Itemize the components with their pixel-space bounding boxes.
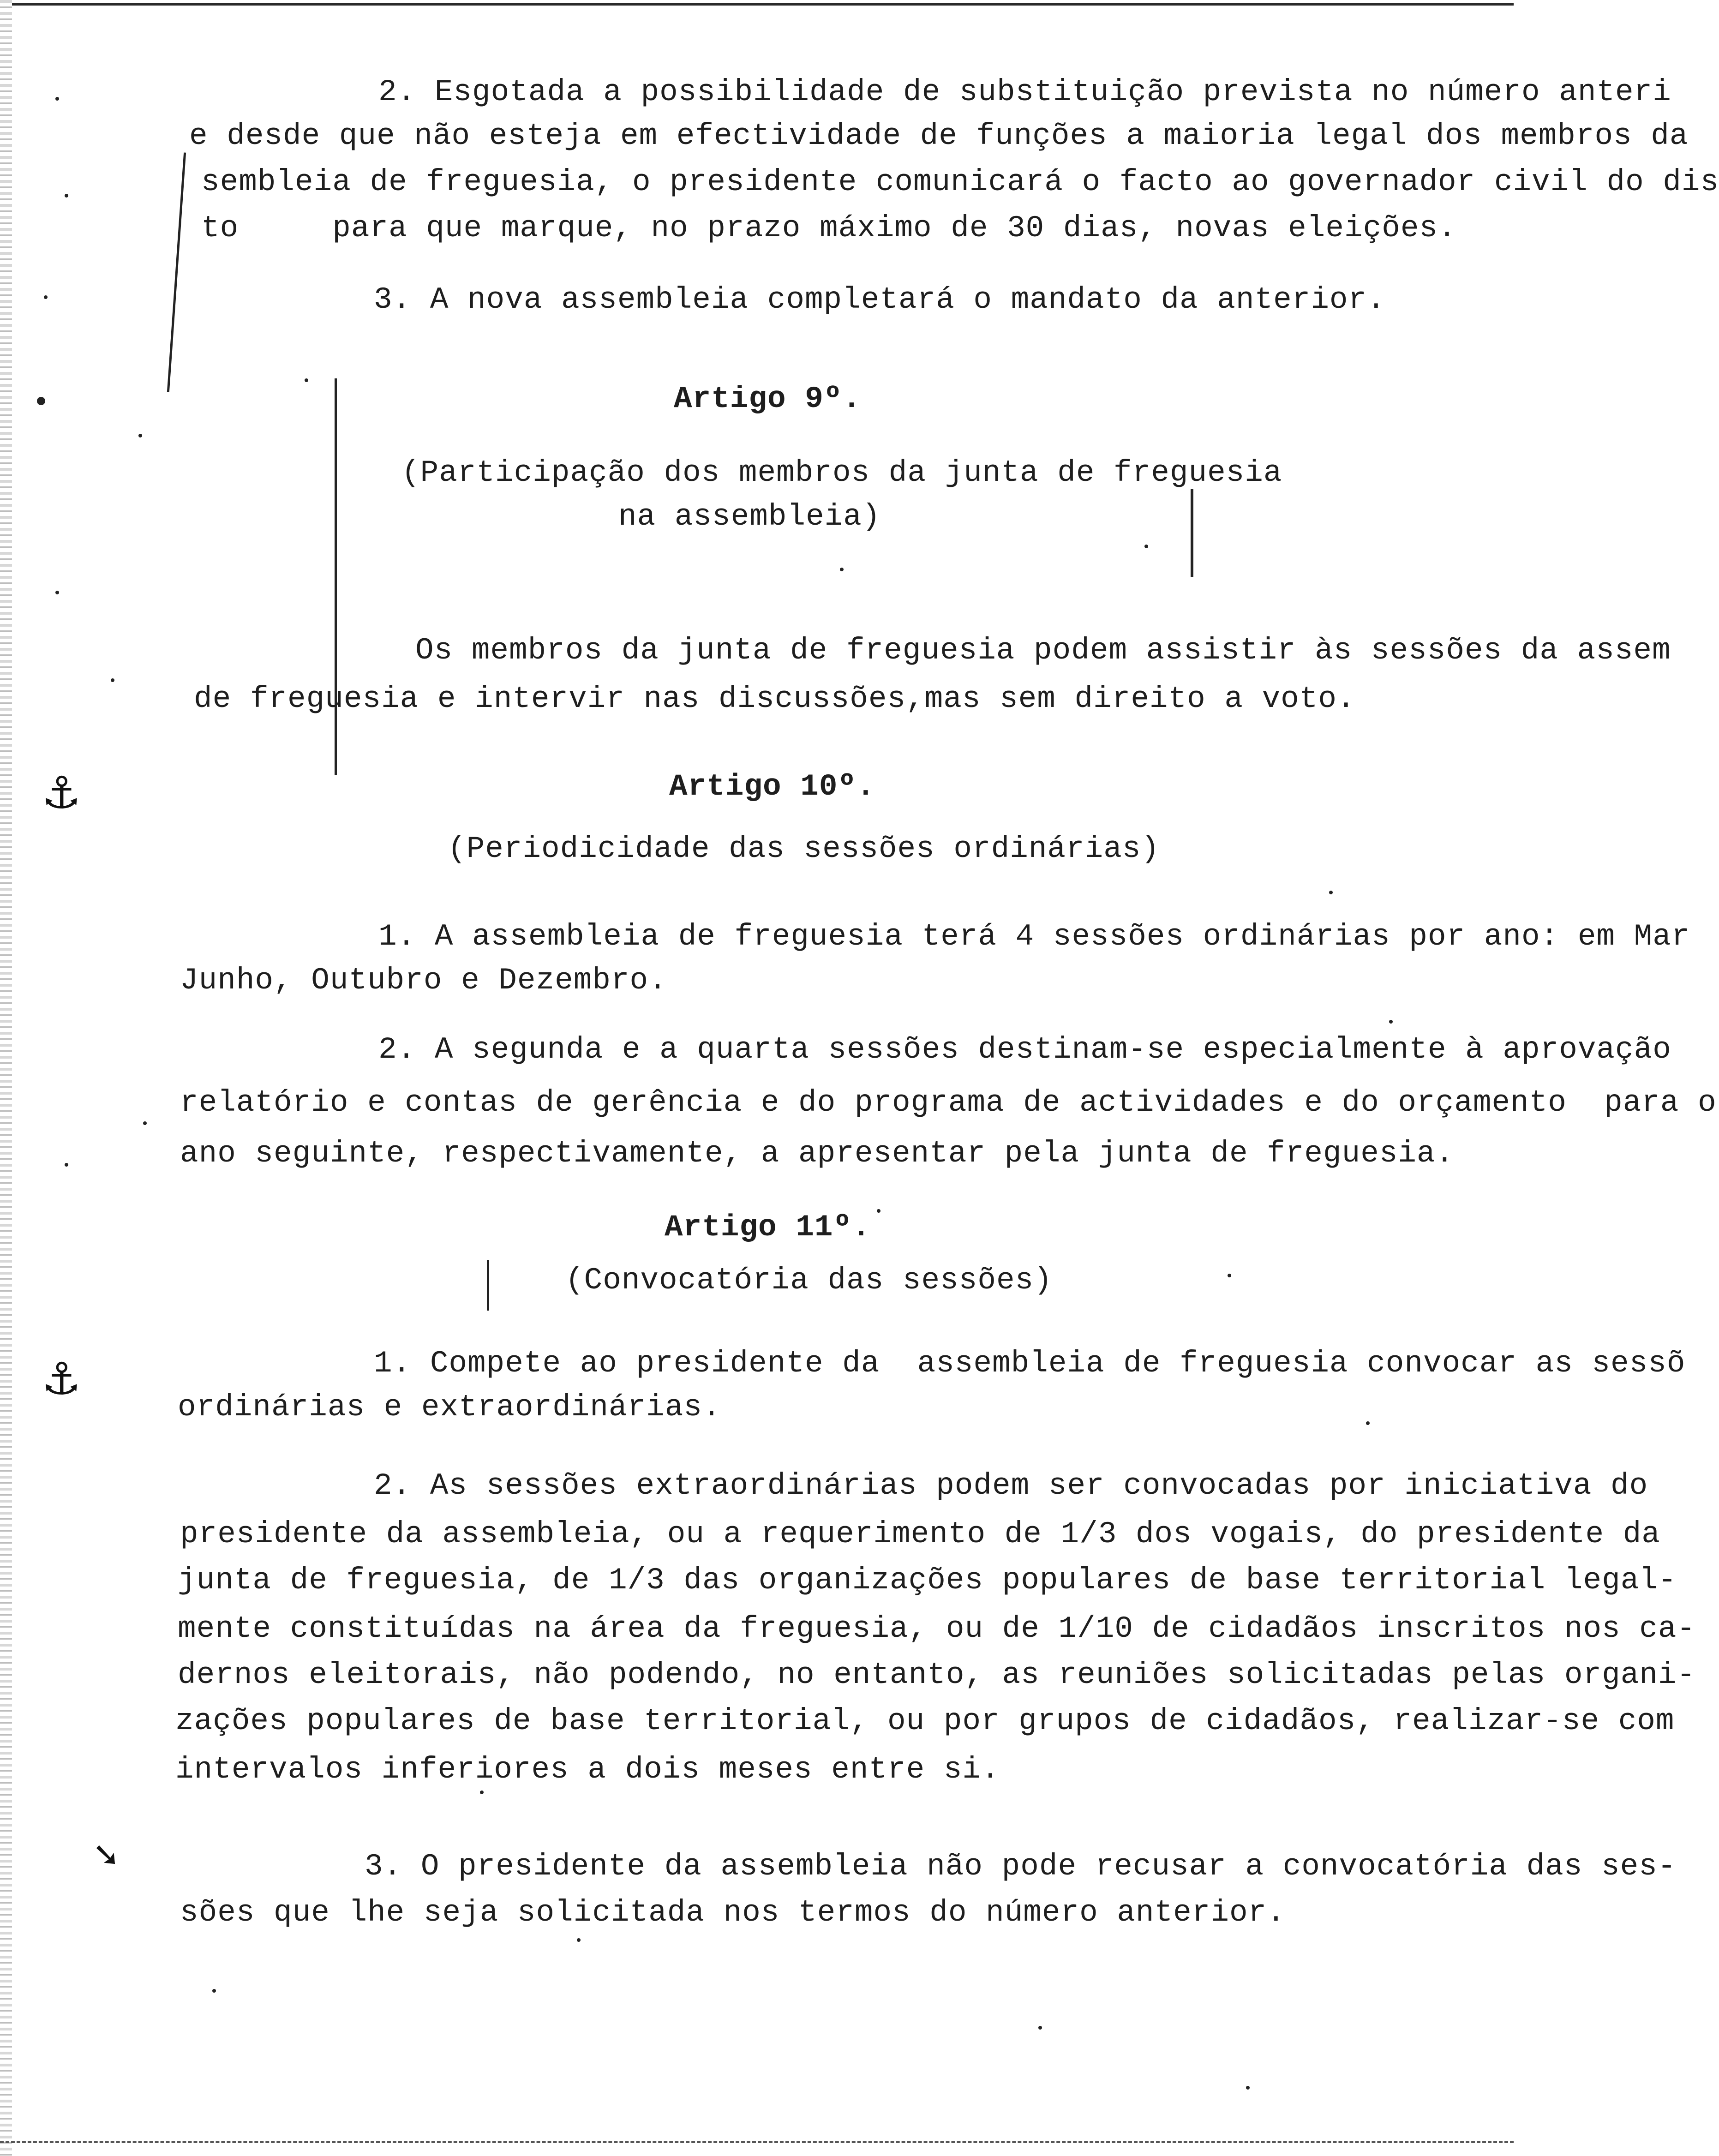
text-line: to para que marque, no prazo máximo de 30 dias, novas eleições. xyxy=(201,211,1457,246)
text-line: 2. As sessões extraordinárias podem ser convocadas por iniciativa do xyxy=(374,1468,1648,1503)
text-line: e desde que não esteja em efectividade de funções a maioria legal dos membros da xyxy=(189,119,1689,153)
text-line: 1. Compete ao presidente da assembleia de freguesia convocar as sessõ xyxy=(374,1346,1686,1381)
article-heading: Artigo 9º. xyxy=(674,382,862,416)
margin-tick-mid xyxy=(487,1260,489,1311)
text-line: intervalos inferiores a dois meses entre si. xyxy=(175,1752,1000,1787)
margin-bracket-right xyxy=(1191,489,1193,577)
text-line: de freguesia e intervir nas discussões,mas sem direito a voto. xyxy=(194,682,1356,716)
article-subtitle: (Participação dos membros da junta de freguesia xyxy=(401,455,1282,490)
article-heading: Artigo 11º. xyxy=(665,1210,871,1245)
text-line: Junho, Outubro e Dezembro. xyxy=(180,963,667,998)
text-line: 3. O presidente da assembleia não pode recusar a convocatória das ses- xyxy=(365,1849,1677,1884)
text-line: dernos eleitorais, não podendo, no entanto, as reuniões solicitadas pelas organi- xyxy=(178,1658,1696,1692)
text-line: 1. A assembleia de freguesia terá 4 sessões ordinárias por ano: em Mar xyxy=(378,919,1690,954)
top-border-line xyxy=(0,3,1514,6)
text-line: ano seguinte, respectivamente, a apresentar pela junta de freguesia. xyxy=(180,1136,1455,1171)
binding-clip-icon: ⚓ xyxy=(42,767,82,819)
text-line: junta de freguesia, de 1/3 das organizações populares de base territorial legal- xyxy=(178,1563,1677,1598)
text-line: relatório e contas de gerência e do programa de actividades e do orçamento para o xyxy=(180,1085,1717,1120)
text-line: ordinárias e extraordinárias. xyxy=(178,1390,721,1425)
text-line: Os membros da junta de freguesia podem assistir às sessões da assem xyxy=(415,633,1671,668)
text-line: 2. Esgotada a possibilidade de substituição prevista no número anteri xyxy=(378,75,1671,109)
article-subtitle: na assembleia) xyxy=(618,499,881,534)
text-line: 2. A segunda e a quarta sessões destinam-se especialmente à aprovação xyxy=(378,1032,1671,1067)
text-line: 3. A nova assembleia completará o mandato da anterior. xyxy=(374,282,1386,317)
scan-left-edge xyxy=(0,0,12,2156)
article-heading: Artigo 10º. xyxy=(669,769,875,804)
text-line: zações populares de base territorial, ou por grupos de cidadãos, realizar-se com xyxy=(175,1704,1675,1738)
binding-clip-icon-2: ⚓ xyxy=(42,1353,82,1405)
bottom-border-line xyxy=(0,2141,1514,2145)
article-subtitle: (Periodicidade das sessões ordinárias) xyxy=(448,832,1160,866)
text-line: mente constituídas na área da freguesia, ou de 1/10 de cidadãos inscritos nos ca- xyxy=(178,1611,1696,1646)
text-line: sembleia de freguesia, o presidente comunicará o facto ao governador civil do dis xyxy=(201,165,1719,199)
margin-bracket-left-1 xyxy=(167,152,186,392)
article-subtitle: (Convocatória das sessões) xyxy=(565,1263,1053,1298)
text-line: presidente da assembleia, ou a requerimento de 1/3 dos vogais, do presidente da xyxy=(180,1517,1660,1551)
text-line: sões que lhe seja solicitada nos termos do número anterior. xyxy=(180,1895,1286,1930)
margin-arrow-icon: ➘ xyxy=(92,1835,120,1874)
